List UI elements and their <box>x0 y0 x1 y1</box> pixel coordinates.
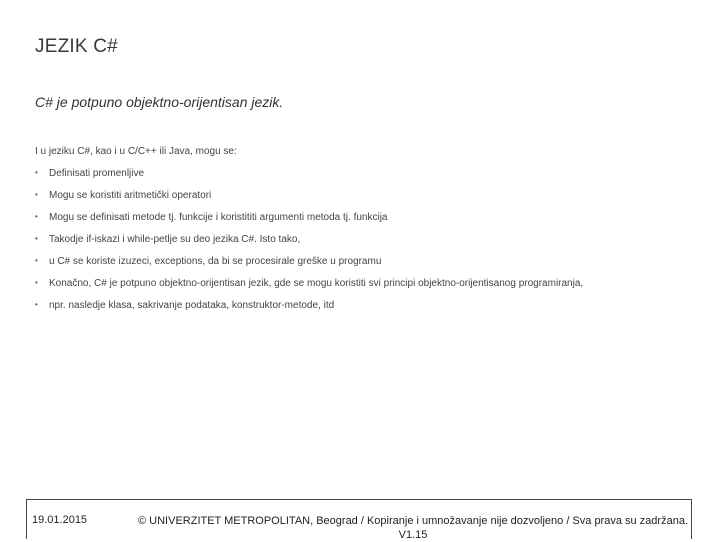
slide-title: JEZIK C# <box>35 36 118 57</box>
bullet-item <box>35 256 583 278</box>
bullet-text: Takodje if-iskazi i while-petlje su deo jezika C#. Isto tako, <box>49 234 301 245</box>
slide-subtitle: C# je potpuno objektno-orijentisan jezik. <box>35 94 284 110</box>
bullet-text: u C# se koriste izuzeci, exceptions, da bi se procesirale greške u programu <box>49 256 382 267</box>
intro-text: I u jeziku C#, kao i u C/C++ ili Java, mogu se: <box>35 146 237 157</box>
bullet-item <box>35 300 583 322</box>
bullet-item <box>35 168 583 190</box>
footer-copyright <box>135 514 691 542</box>
bullet-icon: • <box>35 168 38 177</box>
bullet-icon: • <box>35 190 38 199</box>
bullet-item <box>35 278 583 300</box>
bullet-text: Mogu se koristiti aritmetički operatori <box>49 190 212 201</box>
bullet-icon: • <box>35 212 38 221</box>
footer-date: 19.01.2015 <box>32 514 88 526</box>
bullet-icon: • <box>35 300 38 309</box>
bullet-icon: • <box>35 278 38 287</box>
copyright-text: © UNIVERZITET METROPOLITAN, Beograd / Kopiranje i umnožavanje nije dozvoljeno / Sva prava su zadržana. <box>138 515 688 527</box>
bullet-icon: • <box>35 256 38 265</box>
bullet-item <box>35 212 583 234</box>
version-label: V1.15 <box>398 529 428 541</box>
slide-footer <box>26 499 692 539</box>
bullet-text: npr. nasledje klasa, sakrivanje podataka, konstruktor-metode, itd <box>49 300 335 311</box>
bullet-item <box>35 190 583 212</box>
bullet-text: Mogu se definisati metode tj. funkcije i koristititi argumenti metoda tj. funkcija <box>49 212 388 223</box>
bullet-text: Definisati promenljive <box>49 168 145 179</box>
bullet-item <box>35 234 583 256</box>
bullet-text: Konačno, C# je potpuno objektno-orijentisan jezik, gde se mogu koristiti svi principi objektno-orijentisanog programiranja, <box>49 278 584 289</box>
bullet-icon: • <box>35 234 38 243</box>
bullet-list <box>35 168 583 322</box>
